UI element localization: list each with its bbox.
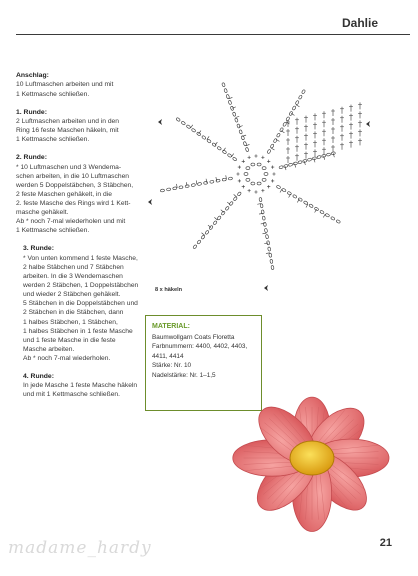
double-crochet-symbol [264, 243, 268, 244]
single-crochet-symbol [236, 172, 239, 175]
double-crochet-symbol [231, 154, 233, 157]
chain-stitch-symbol [234, 118, 238, 123]
chain-stitch-symbol [222, 178, 226, 181]
chain-stitch-symbol [284, 164, 289, 168]
chain-stitch-symbol [229, 201, 234, 206]
instruction-heading: 1. Runde: [16, 108, 47, 116]
chain-stitch-symbol [217, 146, 222, 150]
chain-stitch-symbol [301, 89, 305, 94]
chain-stitch-symbol [263, 222, 266, 226]
chain-stitch-symbol [262, 178, 266, 181]
single-crochet-symbol [254, 154, 257, 157]
chain-stitch-symbol [246, 178, 250, 181]
chain-stitch-symbol [279, 127, 283, 132]
instruction-text: In jede Masche 1 feste Masche häkeln und mit 1 Kettmasche schließen. [23, 382, 138, 399]
chain-stitch-symbol [298, 197, 303, 201]
chain-stitch-symbol [314, 207, 319, 211]
instructions-column [16, 71, 144, 409]
double-crochet-symbol [324, 156, 325, 160]
double-crochet-symbol [295, 164, 296, 168]
material-title: MATERIAL: [152, 323, 190, 330]
chain-stitch-symbol [233, 196, 238, 201]
double-crochet-symbol [202, 233, 205, 236]
crochet-chart-symbols [148, 82, 370, 291]
chain-stitch-symbol [222, 82, 226, 87]
chain-stitch-symbol [325, 213, 330, 217]
chain-stitch-symbol [270, 144, 274, 149]
double-crochet-symbol [296, 105, 299, 107]
chain-stitch-symbol [298, 95, 302, 100]
chain-stitch-symbol [179, 186, 183, 189]
chain-stitch-symbol [293, 162, 298, 166]
direction-arrow-icon [148, 199, 152, 205]
single-crochet-symbol [272, 172, 275, 175]
chain-stitch-symbol [197, 240, 202, 245]
single-crochet-symbol [261, 189, 264, 192]
chain-stitch-symbol [331, 152, 336, 156]
chain-stitch-symbol [205, 230, 210, 235]
flower-center [290, 441, 334, 475]
crochet-chart [138, 62, 400, 298]
chain-stitch-symbol [269, 253, 272, 257]
single-crochet-symbol [248, 189, 251, 192]
flower-photo [210, 372, 400, 544]
chain-stitch-symbol [326, 153, 331, 157]
chain-stitch-symbol [260, 204, 263, 208]
chain-stitch-symbol [257, 182, 261, 185]
chain-stitch-symbol [298, 160, 303, 164]
instruction-text: * Von unten kommend 1 feste Masche, 2 halbe Stäbchen und 7 Stäbchen arbeiten. In die 3 Wendemaschen werden 2 Stäbchen, 1 Doppelstäbchen und wieder 2 Stäbchen gehäkelt. 5 Stäbchen in die Doppelstäbchen und 2 Stäbchen in die Stäbchen, dann 1 halbes Stäbchen, 1 Stäbchen, 1 halbes Stäbchen in 1 feste Masche und 1 feste Masche in die feste Masche arbeiten. Ab * noch 7-mal wiederholen. [23, 254, 139, 362]
double-crochet-symbol [280, 189, 282, 192]
chain-stitch-symbol [197, 182, 201, 185]
chain-stitch-symbol [265, 234, 268, 238]
chain-stitch-symbol [176, 117, 181, 121]
direction-arrow-icon [366, 121, 370, 127]
chain-stitch-symbol [336, 219, 341, 223]
double-crochet-symbol [234, 194, 237, 197]
chain-stitch-symbol [271, 265, 274, 269]
chain-stitch-symbol [307, 158, 312, 162]
instruction-heading: 2. Runde: [16, 154, 47, 162]
double-crochet-symbol [285, 166, 286, 170]
chain-stitch-symbol [217, 216, 222, 221]
double-crochet-symbol [206, 179, 207, 183]
instruction-heading: 3. Runde: [23, 245, 54, 253]
single-crochet-symbol [238, 166, 241, 169]
single-crochet-symbol [271, 179, 274, 182]
chain-stitch-symbol [264, 228, 267, 232]
chain-stitch-symbol [228, 100, 232, 105]
instruction-round-1 [16, 108, 144, 145]
double-crochet-symbol [214, 217, 217, 220]
double-crochet-symbol [261, 223, 265, 224]
chain-stitch-symbol [276, 133, 280, 138]
chain-stitch-symbol [222, 150, 227, 154]
chain-stitch-symbol [224, 88, 228, 93]
direction-arrow-icon [264, 285, 268, 291]
chain-stitch-symbol [232, 112, 236, 117]
single-crochet-symbol [267, 185, 270, 188]
instruction-heading: Anschlag: [16, 72, 49, 79]
single-crochet-symbol [238, 179, 241, 182]
chain-stitch-symbol [251, 163, 255, 166]
chain-stitch-symbol [213, 220, 218, 225]
direction-arrow-icon [158, 119, 162, 125]
material-thickness: Stärke: Nr. 10 [152, 362, 192, 370]
chain-stitch-symbol [203, 181, 207, 184]
chain-stitch-symbol [262, 216, 265, 220]
page-title: Dahlie [341, 16, 378, 30]
chain-stitch-symbol [225, 206, 230, 211]
single-crochet-symbol [248, 156, 251, 159]
chain-stitch-symbol [191, 128, 196, 132]
chain-stitch-symbol [267, 149, 271, 154]
chain-stitch-symbol [193, 244, 198, 249]
double-crochet-symbol [271, 148, 274, 150]
instruction-text: 10 Luftmaschen arbeiten und mit 1 Kettmasche schließen. [16, 81, 114, 98]
double-crochet-symbol [239, 126, 243, 127]
instruction-round-2 [16, 153, 144, 235]
chain-stitch-symbol [232, 157, 237, 161]
double-crochet-symbol [190, 125, 192, 128]
instruction-anschlag [16, 71, 144, 99]
chain-stitch-symbol [227, 153, 232, 157]
chain-stitch-symbol [320, 210, 325, 214]
material-color-numbers: Farbnummern: 4400, 4402, 4403, 4411, 4414 [152, 343, 248, 360]
double-crochet-symbol [333, 153, 334, 157]
chain-stitch-symbol [330, 216, 335, 220]
chain-stitch-symbol [287, 191, 292, 195]
chain-stitch-symbol [259, 197, 262, 201]
single-crochet-symbol [254, 190, 257, 193]
chain-stitch-symbol [239, 130, 243, 135]
single-crochet-symbol [271, 166, 274, 169]
chain-stitch-symbol [201, 235, 206, 240]
chain-stitch-symbol [244, 173, 248, 176]
page-number: 21 [379, 537, 392, 549]
chain-stitch-symbol [279, 165, 284, 169]
chain-stitch-symbol [191, 183, 195, 186]
chain-stitch-symbol [292, 106, 296, 111]
chain-stitch-symbol [207, 139, 212, 143]
watermark: madame_hardy [8, 538, 152, 558]
chain-stitch-symbol [288, 163, 293, 167]
double-crochet-symbol [262, 233, 266, 234]
chain-stitch-symbol [166, 188, 170, 191]
chart-caption: 8 x häkeln [155, 287, 183, 293]
material-yarn: Baumwollgarn Coats Floretta [152, 333, 235, 341]
double-crochet-symbol [323, 214, 325, 217]
chain-stitch-symbol [303, 201, 308, 205]
double-crochet-symbol [196, 180, 197, 184]
chain-stitch-symbol [245, 147, 249, 152]
double-crochet-symbol [207, 136, 209, 139]
chain-stitch-symbol [295, 100, 299, 105]
double-crochet-symbol [304, 161, 305, 165]
chain-stitch-symbol [246, 167, 250, 170]
double-crochet-symbol [314, 158, 315, 162]
single-crochet-symbol [242, 160, 245, 163]
chain-stitch-symbol [196, 132, 201, 136]
instruction-heading: 4. Runde: [23, 372, 54, 380]
chain-stitch-symbol [317, 155, 322, 159]
chain-stitch-symbol [251, 182, 255, 185]
chain-stitch-symbol [273, 138, 277, 143]
chain-stitch-symbol [289, 111, 293, 116]
chain-stitch-symbol [257, 163, 261, 166]
double-crochet-symbol [235, 116, 239, 117]
chain-stitch-symbol [237, 124, 241, 129]
chain-stitch-symbol [173, 187, 177, 190]
chain-stitch-symbol [292, 194, 297, 198]
material-hook-size: Nadelstärke: Nr. 1–1,5 [152, 371, 216, 379]
instruction-text: * 10 Luftmaschen und 3 Wendema- schen arbeiten, in die 10 Luftmaschen werden 5 Doppelstäbchen, 3 Stäbchen, 2 feste Maschen gehäkelt, in die 2. feste Masche des Rings wird 1 Kett- masche gehäkelt. Ab * noch 7-mal wiederholen und mit 1 Kettmasche schließen. [16, 163, 134, 235]
chain-stitch-symbol [186, 124, 191, 128]
instruction-text: 2 Luftmaschen arbeiten und in den Ring 16 feste Maschen häkeln, mit 1 Kettmasche schließen. [16, 118, 119, 144]
chain-stitch-symbol [264, 173, 268, 176]
chain-stitch-symbol [228, 177, 232, 180]
chain-stitch-symbol [226, 94, 230, 99]
chain-stitch-symbol [201, 135, 206, 139]
chain-stitch-symbol [268, 247, 271, 251]
double-crochet-symbol [186, 182, 187, 186]
single-crochet-symbol [267, 160, 270, 163]
chain-stitch-symbol [160, 189, 164, 192]
single-crochet-symbol [261, 156, 264, 159]
chain-stitch-symbol [282, 188, 287, 192]
chain-stitch-symbol [262, 167, 266, 170]
chain-stitch-symbol [270, 259, 273, 263]
chain-stitch-symbol [237, 192, 242, 197]
chain-stitch-symbol [276, 185, 281, 189]
header-rule [16, 34, 410, 35]
chain-stitch-symbol [181, 121, 186, 125]
instruction-round-4 [16, 372, 144, 400]
single-crochet-symbol [242, 185, 245, 188]
chain-stitch-symbol [210, 180, 214, 183]
instruction-round-3 [16, 244, 144, 363]
chain-stitch-symbol [283, 122, 287, 127]
chain-stitch-symbol [309, 204, 314, 208]
